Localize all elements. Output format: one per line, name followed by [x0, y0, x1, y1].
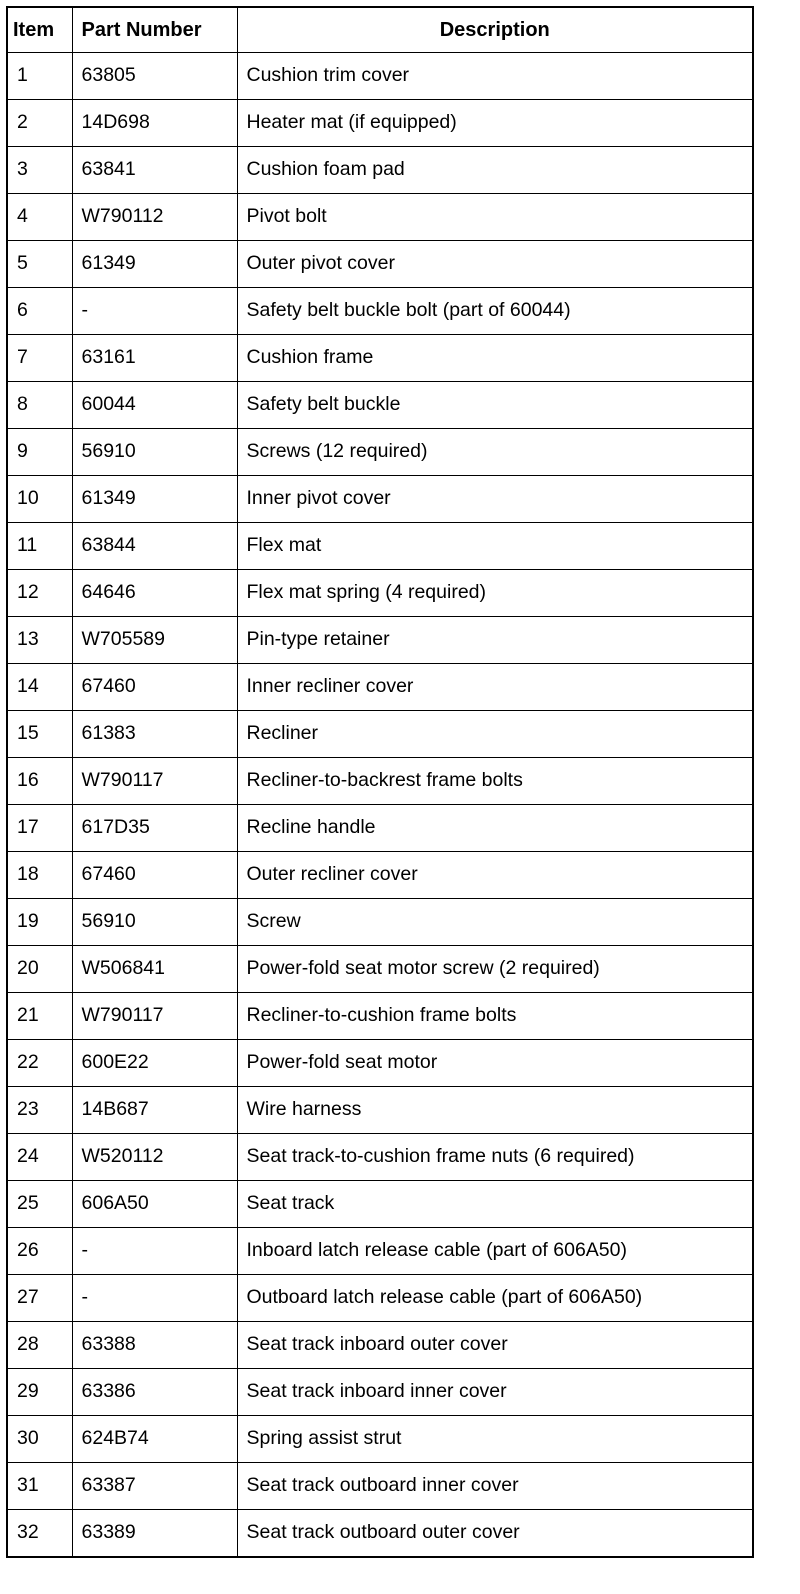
cell-item: 12 — [7, 570, 72, 617]
cell-description: Screws (12 required) — [237, 429, 753, 476]
cell-description: Flex mat — [237, 523, 753, 570]
cell-part-number: 56910 — [72, 429, 237, 476]
cell-item: 14 — [7, 664, 72, 711]
cell-part-number: - — [72, 1275, 237, 1322]
table-row — [7, 53, 753, 100]
cell-description: Inner pivot cover — [237, 476, 753, 523]
cell-item: 16 — [7, 758, 72, 805]
cell-description: Safety belt buckle — [237, 382, 753, 429]
cell-description: Cushion trim cover — [237, 53, 753, 100]
cell-item: 24 — [7, 1134, 72, 1181]
table-row — [7, 382, 753, 429]
cell-item: 1 — [7, 53, 72, 100]
cell-description: Inner recliner cover — [237, 664, 753, 711]
cell-description: Power-fold seat motor screw (2 required) — [237, 946, 753, 993]
cell-description: Cushion frame — [237, 335, 753, 382]
cell-description: Heater mat (if equipped) — [237, 100, 753, 147]
cell-item: 31 — [7, 1463, 72, 1510]
cell-part-number: W790117 — [72, 758, 237, 805]
table-row — [7, 852, 753, 899]
cell-item: 26 — [7, 1228, 72, 1275]
cell-description: Recliner-to-cushion frame bolts — [237, 993, 753, 1040]
cell-item: 21 — [7, 993, 72, 1040]
cell-item: 5 — [7, 241, 72, 288]
cell-description: Wire harness — [237, 1087, 753, 1134]
header-description: Description — [237, 7, 753, 53]
cell-description: Cushion foam pad — [237, 147, 753, 194]
cell-item: 23 — [7, 1087, 72, 1134]
cell-description: Recliner — [237, 711, 753, 758]
cell-item: 11 — [7, 523, 72, 570]
cell-item: 3 — [7, 147, 72, 194]
table-row — [7, 1228, 753, 1275]
cell-description: Seat track-to-cushion frame nuts (6 required) — [237, 1134, 753, 1181]
cell-description: Flex mat spring (4 required) — [237, 570, 753, 617]
cell-description: Seat track inboard outer cover — [237, 1322, 753, 1369]
cell-item: 30 — [7, 1416, 72, 1463]
header-part-number: Part Number — [72, 7, 237, 53]
cell-part-number: 63805 — [72, 53, 237, 100]
table-row — [7, 617, 753, 664]
cell-description: Outer pivot cover — [237, 241, 753, 288]
cell-item: 4 — [7, 194, 72, 241]
cell-part-number: W520112 — [72, 1134, 237, 1181]
cell-part-number: W790112 — [72, 194, 237, 241]
table-row — [7, 335, 753, 382]
cell-item: 20 — [7, 946, 72, 993]
cell-item: 22 — [7, 1040, 72, 1087]
cell-part-number: 624B74 — [72, 1416, 237, 1463]
cell-part-number: - — [72, 288, 237, 335]
cell-description: Pin-type retainer — [237, 617, 753, 664]
table-row — [7, 899, 753, 946]
cell-description: Spring assist strut — [237, 1416, 753, 1463]
cell-description: Seat track outboard inner cover — [237, 1463, 753, 1510]
table-row — [7, 241, 753, 288]
table-row — [7, 1040, 753, 1087]
cell-part-number: W705589 — [72, 617, 237, 664]
parts-table — [6, 6, 754, 1558]
table-header-row — [7, 7, 753, 53]
cell-description: Seat track inboard inner cover — [237, 1369, 753, 1416]
table-row — [7, 1416, 753, 1463]
cell-item: 15 — [7, 711, 72, 758]
cell-part-number: 61383 — [72, 711, 237, 758]
cell-description: Outboard latch release cable (part of 606A50) — [237, 1275, 753, 1322]
cell-part-number: 67460 — [72, 664, 237, 711]
cell-part-number: - — [72, 1228, 237, 1275]
table-row — [7, 711, 753, 758]
cell-part-number: 56910 — [72, 899, 237, 946]
cell-item: 8 — [7, 382, 72, 429]
cell-item: 25 — [7, 1181, 72, 1228]
table-row — [7, 147, 753, 194]
cell-item: 32 — [7, 1510, 72, 1558]
cell-part-number: 67460 — [72, 852, 237, 899]
cell-description: Outer recliner cover — [237, 852, 753, 899]
cell-item: 9 — [7, 429, 72, 476]
cell-part-number: 600E22 — [72, 1040, 237, 1087]
cell-description: Seat track outboard outer cover — [237, 1510, 753, 1558]
cell-part-number: 60044 — [72, 382, 237, 429]
cell-part-number: 63386 — [72, 1369, 237, 1416]
cell-item: 27 — [7, 1275, 72, 1322]
table-row — [7, 993, 753, 1040]
cell-description: Pivot bolt — [237, 194, 753, 241]
table-row — [7, 476, 753, 523]
cell-item: 10 — [7, 476, 72, 523]
parts-table-body — [7, 53, 753, 1558]
table-row — [7, 1087, 753, 1134]
cell-part-number: 61349 — [72, 476, 237, 523]
table-row — [7, 194, 753, 241]
cell-description: Seat track — [237, 1181, 753, 1228]
cell-item: 13 — [7, 617, 72, 664]
table-row — [7, 758, 753, 805]
cell-part-number: 14D698 — [72, 100, 237, 147]
cell-part-number: 617D35 — [72, 805, 237, 852]
cell-part-number: 606A50 — [72, 1181, 237, 1228]
table-row — [7, 429, 753, 476]
table-row — [7, 288, 753, 335]
cell-part-number: 14B687 — [72, 1087, 237, 1134]
cell-part-number: 63841 — [72, 147, 237, 194]
cell-part-number: W790117 — [72, 993, 237, 1040]
cell-item: 19 — [7, 899, 72, 946]
cell-item: 29 — [7, 1369, 72, 1416]
table-row — [7, 946, 753, 993]
cell-item: 6 — [7, 288, 72, 335]
cell-item: 2 — [7, 100, 72, 147]
table-row — [7, 1322, 753, 1369]
cell-item: 28 — [7, 1322, 72, 1369]
table-row — [7, 100, 753, 147]
cell-part-number: 63161 — [72, 335, 237, 382]
cell-item: 17 — [7, 805, 72, 852]
cell-part-number: 61349 — [72, 241, 237, 288]
table-row — [7, 1181, 753, 1228]
cell-description: Recliner-to-backrest frame bolts — [237, 758, 753, 805]
table-row — [7, 664, 753, 711]
table-row — [7, 1369, 753, 1416]
cell-part-number: 63388 — [72, 1322, 237, 1369]
table-row — [7, 523, 753, 570]
cell-part-number: W506841 — [72, 946, 237, 993]
cell-part-number: 64646 — [72, 570, 237, 617]
table-row — [7, 1463, 753, 1510]
cell-description: Recline handle — [237, 805, 753, 852]
table-row — [7, 805, 753, 852]
table-row — [7, 1510, 753, 1558]
cell-description: Screw — [237, 899, 753, 946]
cell-part-number: 63389 — [72, 1510, 237, 1558]
cell-item: 7 — [7, 335, 72, 382]
table-row — [7, 1134, 753, 1181]
table-row — [7, 570, 753, 617]
header-item: Item — [7, 7, 72, 53]
cell-description: Inboard latch release cable (part of 606A50) — [237, 1228, 753, 1275]
cell-description: Safety belt buckle bolt (part of 60044) — [237, 288, 753, 335]
cell-description: Power-fold seat motor — [237, 1040, 753, 1087]
table-row — [7, 1275, 753, 1322]
cell-part-number: 63844 — [72, 523, 237, 570]
cell-part-number: 63387 — [72, 1463, 237, 1510]
cell-item: 18 — [7, 852, 72, 899]
